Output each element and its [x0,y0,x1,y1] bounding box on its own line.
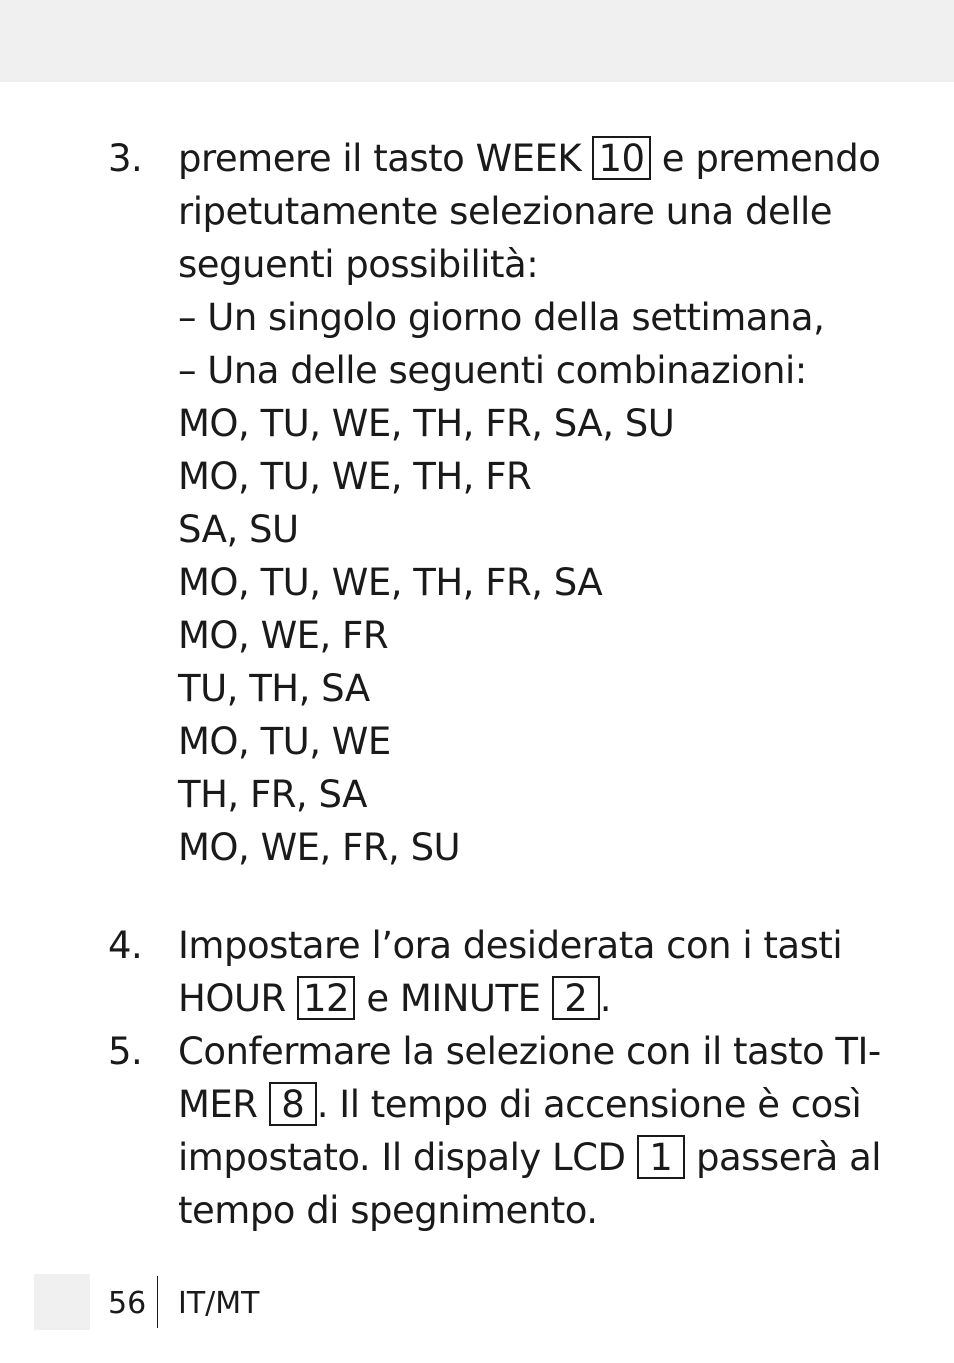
combination-line: TH, FR, SA [178,773,367,816]
step-text-line: Confermare la selezione con il tasto TI- [178,1030,881,1073]
combination-line: MO, WE, FR [178,614,389,657]
combination-line: SA, SU [178,508,299,551]
reference-box: 8 [269,1082,317,1126]
reference-box: 2 [552,976,600,1020]
combination-line: MO, TU, WE, TH, FR, SA, SU [178,402,675,445]
step-number: 3. [108,137,143,180]
combination-line: MO, TU, WE, TH, FR [178,455,532,498]
step-3 [0,132,881,874]
step-text-line: seguenti possibilità: [178,243,539,286]
step-text-line: impostato. Il dispaly LCD 1 passerà al [178,1135,882,1179]
footer-divider [157,1276,158,1328]
step-text-line: ripetutamente selezionare una delle [178,190,833,233]
step-text-line: MER 8 . Il tempo di accensione è così [178,1082,862,1126]
option-line: – Una delle seguenti combinazioni: [178,349,807,392]
step-text-line: HOUR 12 e MINUTE 2 . [178,976,612,1020]
step-4 [0,919,843,1025]
combination-line: MO, TU, WE, TH, FR, SA [178,561,603,604]
reference-box: 10 [592,136,650,180]
combination-line: MO, WE, FR, SU [178,826,461,869]
combination-line: TU, TH, SA [178,667,370,710]
page-number: 56 [108,1286,147,1321]
reference-box: 1 [637,1135,685,1179]
step-number: 5. [108,1030,143,1073]
option-line: – Un singolo giorno della settimana, [178,296,825,339]
header-band [0,0,954,82]
step-5 [0,1025,882,1237]
language-code: IT/MT [178,1286,260,1321]
reference-box: 12 [297,976,355,1020]
combination-line: MO, TU, WE [178,720,391,763]
footer-marker [34,1274,90,1330]
step-number: 4. [108,924,143,967]
step-text-line: premere il tasto WEEK 10 e premendo [178,136,881,180]
step-text-line: Impostare l’ora desiderata con i tasti [178,924,843,967]
instructions [0,132,954,1237]
step-text-line: tempo di spegnimento. [178,1189,598,1232]
